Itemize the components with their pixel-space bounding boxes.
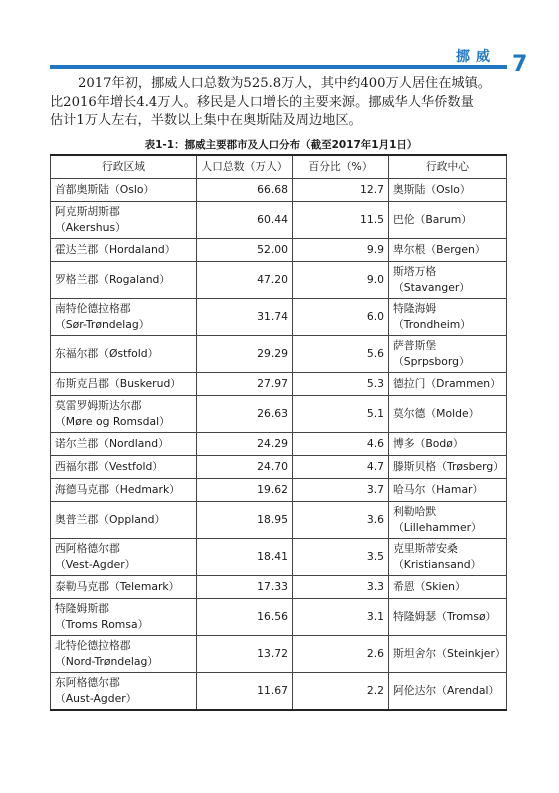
center-cell-line: 特隆海姆 [393, 302, 437, 315]
center-cell [389, 179, 507, 202]
population-cell: 18.95 [197, 502, 293, 539]
percent-cell: 6.0 [293, 299, 389, 336]
region-cell [51, 202, 197, 239]
region-cell-line: 霍达兰郡（Hordaland） [55, 243, 176, 256]
region-cell [51, 336, 197, 373]
population-cell: 17.33 [197, 576, 293, 599]
table-row [51, 539, 507, 576]
percent-cell: 5.3 [293, 373, 389, 396]
table-row [51, 336, 507, 373]
center-cell [389, 576, 507, 599]
region-cell-line: 南特伦德拉格郡 [55, 302, 131, 315]
percent-cell: 9.0 [293, 262, 389, 299]
region-cell [51, 299, 197, 336]
center-cell-line: 博多（Bodø） [393, 437, 464, 450]
region-cell [51, 456, 197, 479]
center-cell [389, 479, 507, 502]
center-cell [389, 299, 507, 336]
table-body [51, 179, 507, 711]
center-cell-line: 德拉门（Drammen） [393, 377, 501, 390]
region-cell-line: 罗格兰郡（Rogaland） [55, 273, 171, 286]
region-cell-line: （Akershus） [55, 221, 126, 234]
population-table [50, 154, 507, 711]
region-cell [51, 262, 197, 299]
page-number: 7 [512, 52, 528, 77]
percent-cell: 12.7 [293, 179, 389, 202]
percent-cell: 4.7 [293, 456, 389, 479]
center-cell [389, 336, 507, 373]
center-cell [389, 456, 507, 479]
table-row [51, 576, 507, 599]
center-cell [389, 673, 507, 711]
population-cell: 52.00 [197, 239, 293, 262]
table-row [51, 239, 507, 262]
center-cell [389, 396, 507, 433]
table-row [51, 373, 507, 396]
center-cell-line: 利勒哈默 [393, 505, 437, 518]
column-header-region: 行政区域 [51, 155, 197, 179]
center-cell-line: 哈马尔（Hamar） [393, 483, 484, 496]
region-cell [51, 479, 197, 502]
center-cell-line: 滕斯贝格（Trøsberg） [393, 460, 505, 473]
region-cell [51, 433, 197, 456]
table-caption: 表1-1：挪威主要郡市及人口分布（截至2017年1月1日） [144, 139, 418, 151]
table-row [51, 479, 507, 502]
percent-cell: 3.5 [293, 539, 389, 576]
intro-line: 2017年初，挪威人口总数为525.8万人，其中约400万人居住在城镇。 [78, 76, 491, 91]
region-cell-line: （Sør-Trøndelag） [55, 318, 150, 331]
region-cell-line: 泰勒马克郡（Telemark） [55, 580, 180, 593]
center-cell-line: （Kristiansand） [393, 558, 482, 571]
percent-cell: 5.6 [293, 336, 389, 373]
table-header-row [51, 155, 507, 179]
region-cell [51, 502, 197, 539]
center-cell-line: 斯坦舍尔（Steinkjer） [393, 647, 506, 660]
region-cell [51, 373, 197, 396]
percent-cell: 2.6 [293, 636, 389, 673]
region-cell-line: 东阿格德尔郡 [55, 676, 120, 689]
percent-cell: 3.6 [293, 502, 389, 539]
region-cell [51, 636, 197, 673]
center-cell-line: （Trondheim） [393, 318, 472, 331]
region-cell-line: （Møre og Romsdal） [55, 415, 170, 428]
region-cell-line: 布斯克吕郡（Buskerud） [55, 377, 182, 390]
percent-cell: 3.1 [293, 599, 389, 636]
region-cell [51, 239, 197, 262]
population-cell: 18.41 [197, 539, 293, 576]
intro-paragraph [50, 75, 512, 131]
region-cell-line: 诺尔兰郡（Nordland） [55, 437, 169, 450]
center-cell-line: 希恩（Skien） [393, 580, 466, 593]
column-header-percent: 百分比（%） [293, 155, 389, 179]
population-cell: 24.29 [197, 433, 293, 456]
percent-cell: 4.6 [293, 433, 389, 456]
percent-cell: 3.7 [293, 479, 389, 502]
center-cell-line: 克里斯蒂安桑 [393, 542, 458, 555]
section-title: 挪威 [456, 49, 496, 65]
intro-line: 比2016年增长4.4万人。移民是人口增长的主要来源。挪威华人华侨数量 [50, 94, 474, 110]
center-cell-line: 卑尔根（Bergen） [393, 243, 486, 256]
region-cell-line: 北特伦德拉格郡 [55, 639, 131, 652]
region-cell-line: （Troms Romsa） [55, 618, 149, 631]
percent-cell: 3.3 [293, 576, 389, 599]
region-cell-line: 西阿格德尔郡 [55, 542, 120, 555]
region-cell-line: 海德马克郡（Hedmark） [55, 483, 181, 496]
population-cell: 24.70 [197, 456, 293, 479]
region-cell [51, 673, 197, 711]
percent-cell: 2.2 [293, 673, 389, 711]
center-cell [389, 433, 507, 456]
population-cell: 66.68 [197, 179, 293, 202]
column-header-population: 人口总数（万人） [197, 155, 293, 179]
center-cell [389, 373, 507, 396]
population-cell: 16.56 [197, 599, 293, 636]
table-row [51, 202, 507, 239]
center-cell-line: （Stavanger） [393, 281, 471, 294]
population-cell: 60.44 [197, 202, 293, 239]
center-cell [389, 239, 507, 262]
center-cell [389, 502, 507, 539]
population-cell: 27.97 [197, 373, 293, 396]
population-cell: 31.74 [197, 299, 293, 336]
table-row [51, 502, 507, 539]
table-row [51, 179, 507, 202]
center-cell-line: 阿伦达尔（Arendal） [393, 684, 500, 697]
population-cell: 11.67 [197, 673, 293, 711]
center-cell [389, 636, 507, 673]
center-cell [389, 599, 507, 636]
table-row [51, 433, 507, 456]
center-cell-line: 特隆姆瑟（Tromsø） [393, 610, 497, 623]
table-row [51, 262, 507, 299]
center-cell-line: （Lillehammer） [393, 521, 482, 534]
center-cell-line: 萨普斯堡 [393, 339, 437, 352]
center-cell-line: 奥斯陆（Oslo） [393, 183, 471, 196]
region-cell [51, 539, 197, 576]
header-rule [50, 65, 507, 69]
center-cell-line: 莫尔德（Molde） [393, 407, 480, 420]
percent-cell: 9.9 [293, 239, 389, 262]
region-cell-line: （Vest-Agder） [55, 558, 136, 571]
population-cell: 19.62 [197, 479, 293, 502]
region-cell-line: （Aust-Agder） [55, 692, 137, 705]
center-cell-line: 斯塔万格 [393, 265, 437, 278]
center-cell [389, 202, 507, 239]
table-row [51, 673, 507, 711]
region-cell [51, 576, 197, 599]
region-cell-line: 特隆姆斯郡 [55, 602, 109, 615]
center-cell [389, 262, 507, 299]
center-cell-line: 巴伦（Barum） [393, 213, 473, 226]
region-cell-line: 东福尔郡（Østfold） [55, 347, 159, 360]
region-cell [51, 179, 197, 202]
percent-cell: 5.1 [293, 396, 389, 433]
intro-line: 估计1万人左右，半数以上集中在奥斯陆及周边地区。 [50, 113, 362, 128]
table-row [51, 396, 507, 433]
table-row [51, 299, 507, 336]
population-cell: 47.20 [197, 262, 293, 299]
center-cell-line: （Sprpsborg） [393, 355, 470, 368]
center-cell [389, 539, 507, 576]
region-cell-line: 莫雷罗姆斯达尔郡 [55, 399, 142, 412]
population-cell: 13.72 [197, 636, 293, 673]
region-cell-line: （Nord-Trøndelag） [55, 655, 159, 668]
region-cell-line: 阿克斯胡斯郡 [55, 205, 120, 218]
population-cell: 26.63 [197, 396, 293, 433]
region-cell-line: 奥普兰郡（Oppland） [55, 513, 166, 526]
table-row [51, 599, 507, 636]
table-row [51, 456, 507, 479]
region-cell-line: 西福尔郡（Vestfold） [55, 460, 164, 473]
percent-cell: 11.5 [293, 202, 389, 239]
region-cell [51, 396, 197, 433]
column-header-center: 行政中心 [389, 155, 507, 179]
table-row [51, 636, 507, 673]
region-cell [51, 599, 197, 636]
region-cell-line: 首都奥斯陆（Oslo） [55, 183, 155, 196]
population-cell: 29.29 [197, 336, 293, 373]
